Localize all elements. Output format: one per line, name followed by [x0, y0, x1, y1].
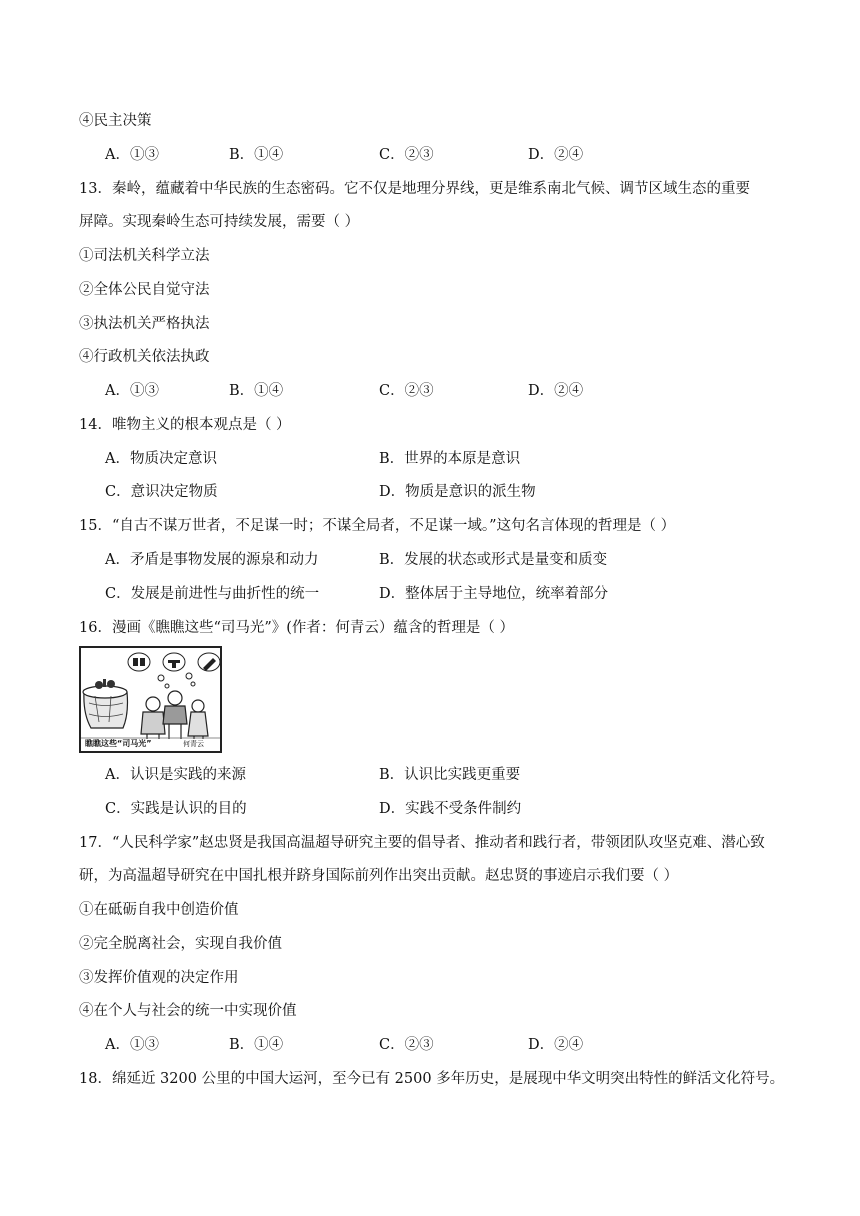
- q16-option-d[interactable]: D．实践不受条件制约: [379, 801, 522, 817]
- q16-option-a[interactable]: A．认识是实践的来源: [105, 767, 246, 783]
- q15-option-c[interactable]: C．发展是前进性与曲折性的统一: [105, 586, 320, 602]
- q17-option-d[interactable]: D．②④: [528, 1037, 584, 1053]
- q17-stem-line1: 17．“人民科学家”赵忠贤是我国高温超导研究主要的倡导者、推动者和践行者，带领团队攻坚克难、潜心致: [79, 835, 765, 851]
- q18-stem-line1: 18．绵延近 3200 公里的中国大运河，至今已有 2500 多年历史，是展现中华文明突出特性的鲜活文化符号。: [79, 1071, 785, 1087]
- q14-option-b[interactable]: B．世界的本原是意识: [379, 451, 521, 467]
- q12-option-d[interactable]: D．②④: [528, 147, 584, 163]
- q13-option-a[interactable]: A．①③: [105, 383, 159, 399]
- q17-item-3: ③发挥价值观的决定作用: [79, 970, 239, 986]
- q13-item-4: ④行政机关依法执政: [79, 349, 210, 365]
- q16-option-c[interactable]: C．实践是认识的目的: [105, 801, 247, 817]
- q14-option-c[interactable]: C．意识决定物质: [105, 484, 218, 500]
- q15-option-b[interactable]: B．发展的状态或形式是量变和质变: [379, 552, 608, 568]
- cartoon-drawing: [81, 648, 220, 751]
- q17-option-a[interactable]: A．①③: [105, 1037, 159, 1053]
- q17-item-1: ①在砥砺自我中创造价值: [79, 902, 239, 918]
- q16-option-b[interactable]: B．认识比实践更重要: [379, 767, 521, 783]
- cartoon-author: 何青云: [183, 740, 204, 748]
- q17-item-2: ②完全脱离社会，实现自我价值: [79, 936, 282, 952]
- q13-option-d[interactable]: D．②④: [528, 383, 584, 399]
- q13-option-b[interactable]: B．①④: [229, 383, 284, 399]
- q14-option-a[interactable]: A．物质决定意识: [105, 451, 217, 467]
- q12-option-b[interactable]: B．①④: [229, 147, 284, 163]
- q13-item-3: ③执法机关严格执法: [79, 316, 210, 332]
- q12-option-a[interactable]: A．①③: [105, 147, 159, 163]
- q16-cartoon-image: [79, 646, 222, 753]
- q15-stem: 15．“自古不谋万世者，不足谋一时；不谋全局者，不足谋一域。”这句名言体现的哲理是（ ）: [79, 518, 676, 534]
- q15-option-a[interactable]: A．矛盾是事物发展的源泉和动力: [105, 552, 319, 568]
- q17-option-b[interactable]: B．①④: [229, 1037, 284, 1053]
- q13-item-1: ①司法机关科学立法: [79, 248, 210, 264]
- q12-option-c[interactable]: C．②③: [379, 147, 434, 163]
- q13-item-2: ②全体公民自觉守法: [79, 282, 210, 298]
- q13-stem-line2: 屏障。实现秦岭生态可持续发展，需要（ ）: [79, 214, 360, 230]
- q15-option-d[interactable]: D．整体居于主导地位，统率着部分: [379, 586, 609, 602]
- q13-stem-line1: 13．秦岭，蕴藏着中华民族的生态密码。它不仅是地理分界线，更是维系南北气候、调节区域生态的重要: [79, 181, 750, 197]
- q14-option-d[interactable]: D．物质是意识的派生物: [379, 484, 536, 500]
- cartoon-caption: 瞧瞧这些“司马光”: [85, 739, 152, 748]
- q14-stem: 14．唯物主义的根本观点是（ ）: [79, 417, 291, 433]
- q17-option-c[interactable]: C．②③: [379, 1037, 434, 1053]
- q17-stem-line2: 研，为高温超导研究在中国扎根并跻身国际前列作出突出贡献。赵忠贤的事迹启示我们要（ ）: [79, 868, 679, 884]
- q12-item-4: ④民主决策: [79, 113, 152, 129]
- q16-stem: 16．漫画《瞧瞧这些“司马光”》(作者：何青云）蕴含的哲理是（ ）: [79, 620, 515, 636]
- q17-item-4: ④在个人与社会的统一中实现价值: [79, 1003, 297, 1019]
- q13-option-c[interactable]: C．②③: [379, 383, 434, 399]
